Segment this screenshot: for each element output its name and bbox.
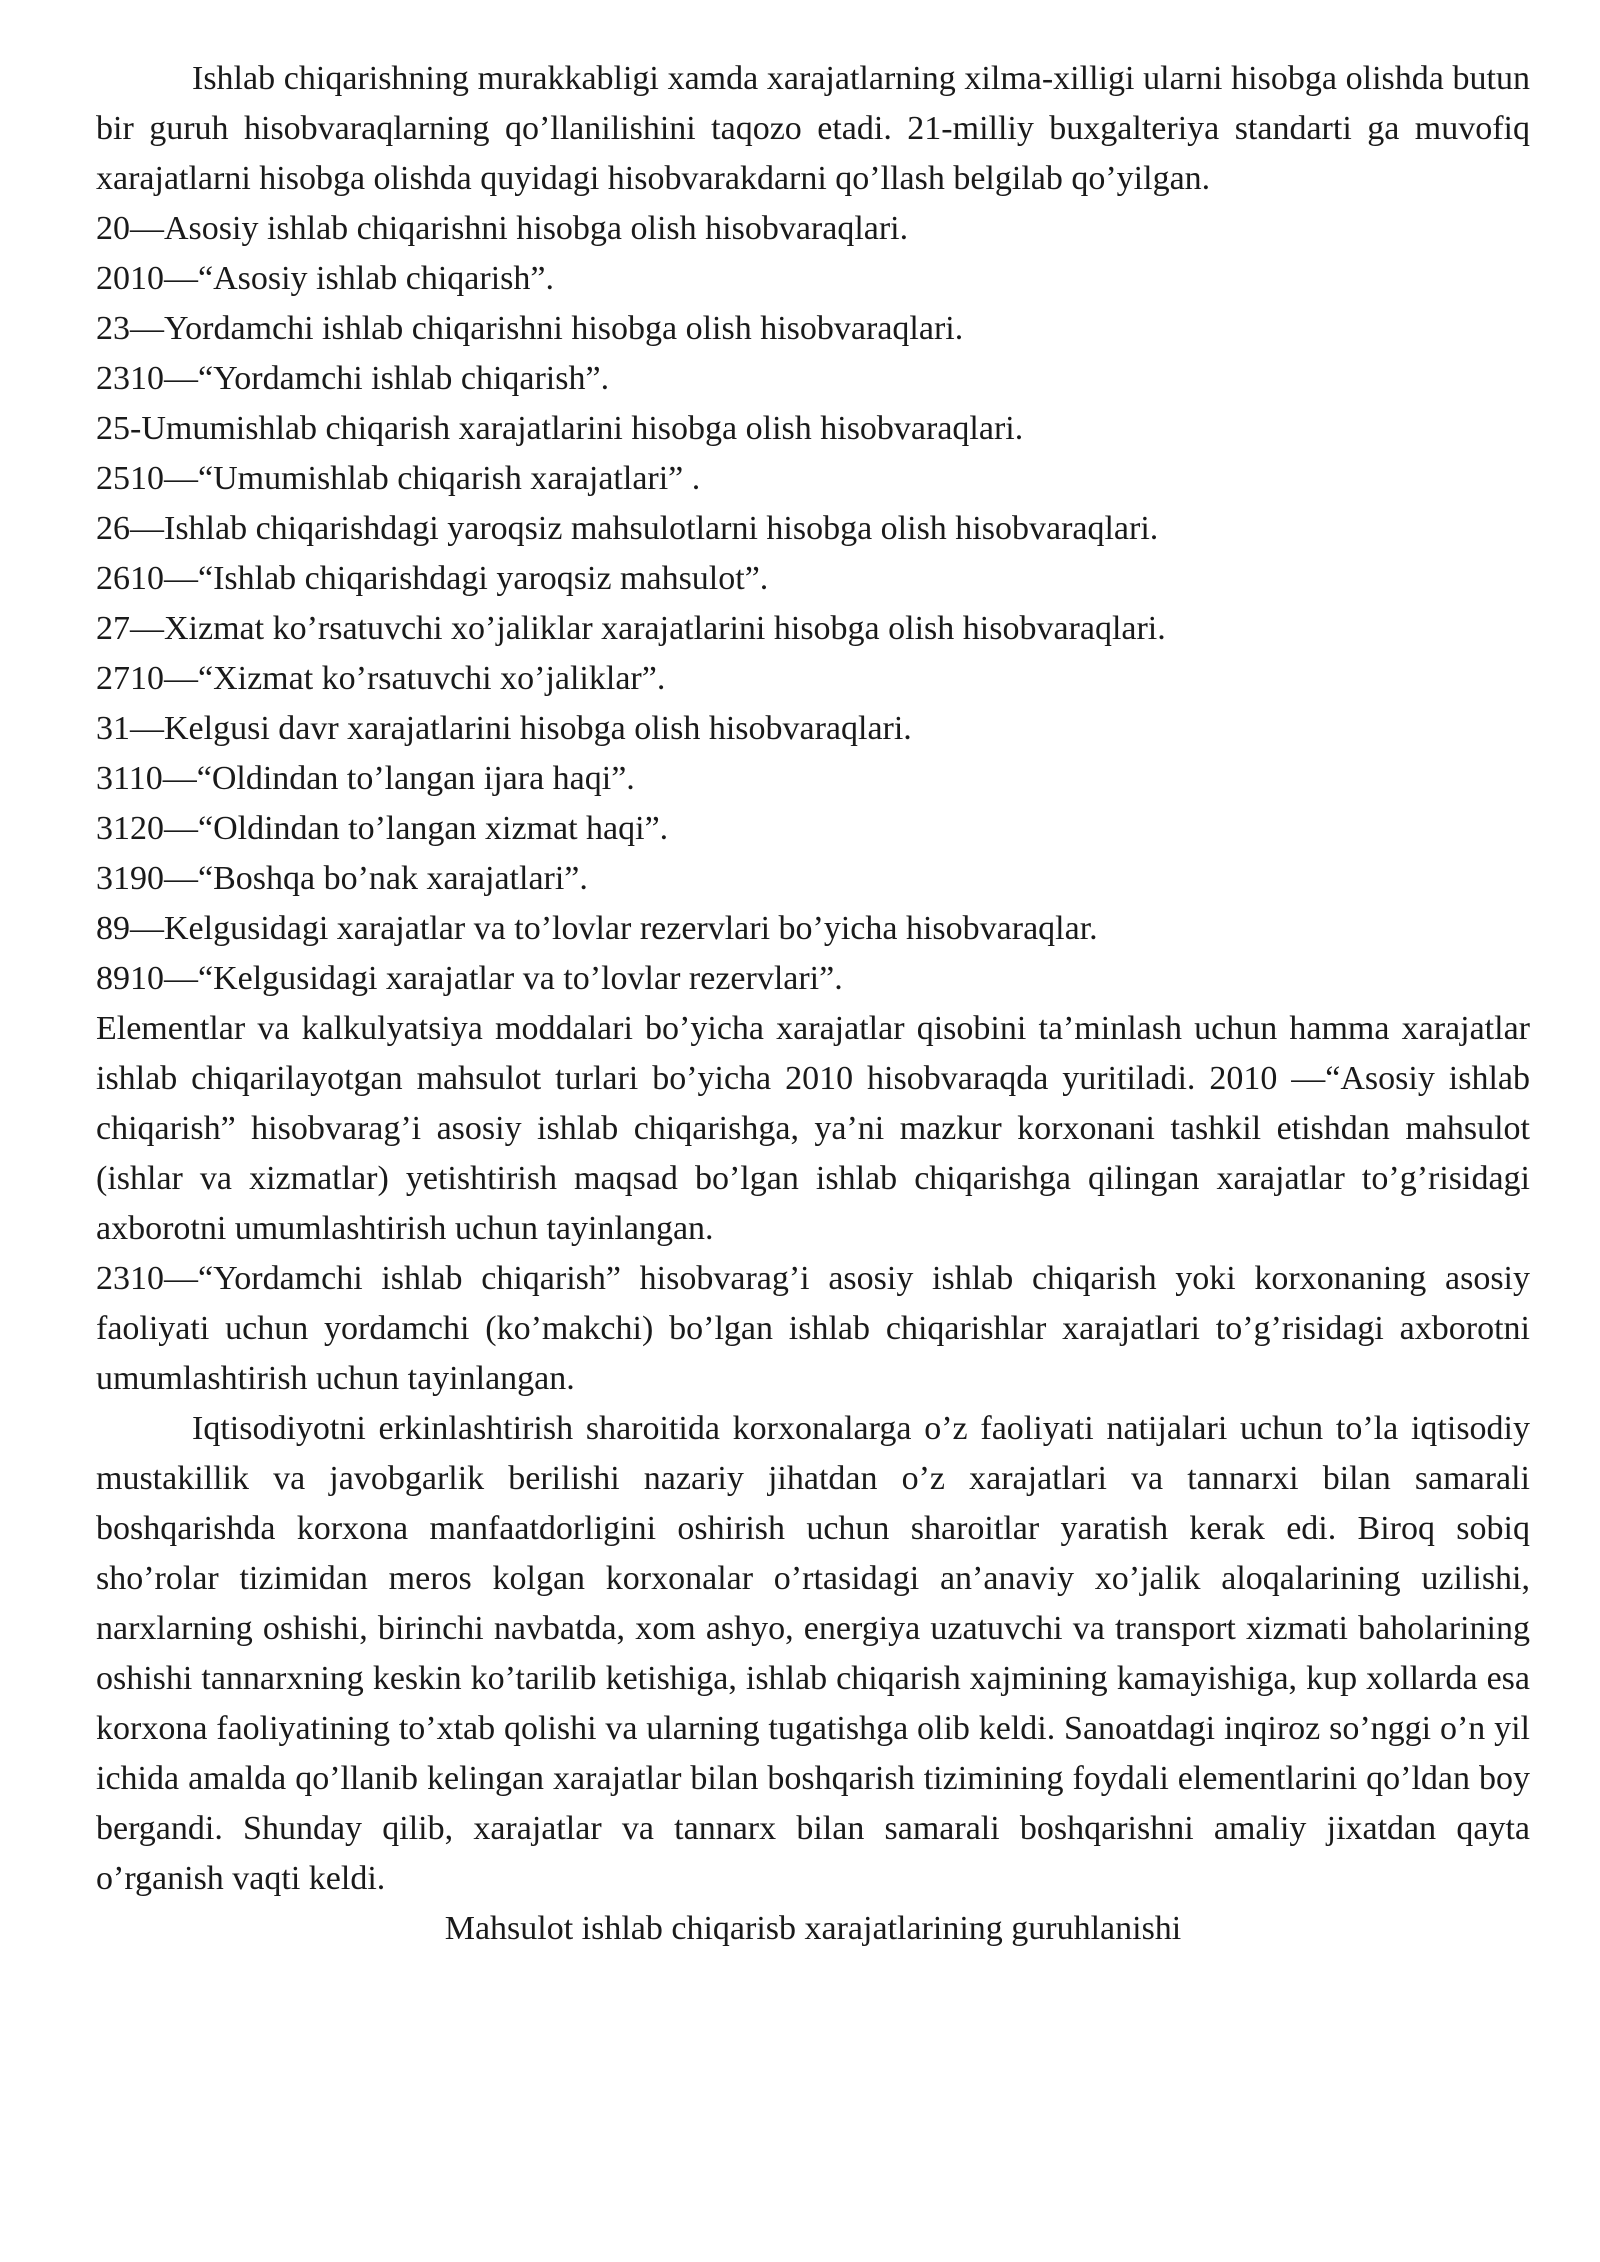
paragraph-economy: Iqtisodiyotni erkinlashtirish sharoitida korxonalarga o’z faoliyati natijalari uchun to’la iqtisodiy mustakillik va javobgarlik berilishi nazariy jihatdan o’z xarajatlari va tannarxi bilan samarali boshqarishda korxona manfaatdorligini oshirish uchun sharoitlar yaratish kerak edi. Biroq sobiq sho’rolar tizimidan meros kolgan korxonalar o’rtasidagi an’anaviy xo’jalik aloqalarining uzilishi, narxlarning oshishi, birinchi navbatda, xom ashyo, energiya uzatuvchi va transport xizmati baholarining oshishi tannarxning keskin ko’tarilib ketishiga, ishlab chiqarish xajmining kamayishiga, kup xollarda esa korxona faoliyatining to’xtab qolishi va ularning tugatishga olib keldi. Sanoatdagi inqiroz so’nggi o’n yil ichida amalda qo’llanib kelingan xarajatlar bilan boshqarish tizimining foydali elementlarini qo’ldan boy bergandi. Shunday qilib, xarajatlar va tannarx bilan samarali boshqarishni amaliy jixatdan qayta o’rganish vaqti keldi. xyxy=(96,1410,1530,1897)
account-line: 25-Umumishlab chiqarish xarajatlarini hisobga olish hisobvaraqlari. xyxy=(96,410,1024,447)
account-line: 2610—“Ishlab chiqarishdagi yaroqsiz mahsulot”. xyxy=(96,560,769,597)
account-line: 3120—“Oldindan to’langan xizmat haqi”. xyxy=(96,810,669,847)
account-line: 2710—“Xizmat ko’rsatuvchi xo’jaliklar”. xyxy=(96,660,666,697)
account-line: 3110—“Oldindan to’langan ijara haqi”. xyxy=(96,760,635,797)
account-line: 20—Asosiy ishlab chiqarishni hisobga olish hisobvaraqlari. xyxy=(96,210,909,247)
account-line: 89—Kelgusidagi xarajatlar va to’lovlar rezervlari bo’yicha hisobvaraqlar. xyxy=(96,910,1098,947)
account-line: 26—Ishlab chiqarishdagi yaroqsiz mahsulotlarni hisobga olish hisobvaraqlari. xyxy=(96,510,1159,547)
account-line: 8910—“Kelgusidagi xarajatlar va to’lovlar rezervlari”. xyxy=(96,960,843,997)
intro-paragraph: Ishlab chiqarishning murakkabligi xamda xarajatlarning xilma-xilligi ularni hisobga olishda butun bir guruh hisobvaraqlarning qo’llanilishini taqozo etadi. 21-milliy buxgalteriya standarti ga muvofiq xarajatlarni hisobga olishda quyidagi hisobvarakdarni qo’llash belgilab qo’yilgan. xyxy=(96,60,1530,197)
account-list xyxy=(96,204,1530,1004)
account-line: 2010—“Asosiy ishlab chiqarish”. xyxy=(96,260,554,297)
paragraph-2010: Elementlar va kalkulyatsiya moddalari bo’yicha xarajatlar qisobini ta’minlash uchun hamma xarajatlar ishlab chiqarilayotgan mahsulot turlari bo’yicha 2010 hisobvaraqda yuritiladi. 2010 —“Asosiy ishlab chiqarish” hisobvarag’i asosiy ishlab chiqarishga, ya’ni mazkur korxonani tashkil etishdan mahsulot (ishlar va xizmatlar) yetishtirish maqsad bo’lgan ishlab chiqarishga qilingan xarajatlar to’g’risidagi axborotni umumlashtirish uchun tayinlangan. xyxy=(96,1010,1530,1247)
account-line: 31—Kelgusi davr xarajatlarini hisobga olish hisobvaraqlari. xyxy=(96,710,912,747)
paragraph-2310: 2310—“Yordamchi ishlab chiqarish” hisobvarag’i asosiy ishlab chiqarish yoki korxonaning asosiy faoliyati uchun yordamchi (ko’makchi) bo’lgan ishlab chiqarishlar xarajatlari to’g’risidagi axborotni umumlashtirish uchun tayinlangan. xyxy=(96,1260,1530,1397)
section-heading: Mahsulot ishlab chiqarisb xarajatlarining guruhlanishi xyxy=(444,1910,1182,1947)
document-page xyxy=(96,54,1530,1954)
account-line: 2510—“Umumishlab chiqarish xarajatlari” . xyxy=(96,460,701,497)
account-line: 2310—“Yordamchi ishlab chiqarish”. xyxy=(96,360,610,397)
account-line: 27—Xizmat ko’rsatuvchi xo’jaliklar xarajatlarini hisobga olish hisobvaraqlari. xyxy=(96,610,1166,647)
account-line: 23—Yordamchi ishlab chiqarishni hisobga olish hisobvaraqlari. xyxy=(96,310,964,347)
account-line: 3190—“Boshqa bo’nak xarajatlari”. xyxy=(96,860,588,897)
